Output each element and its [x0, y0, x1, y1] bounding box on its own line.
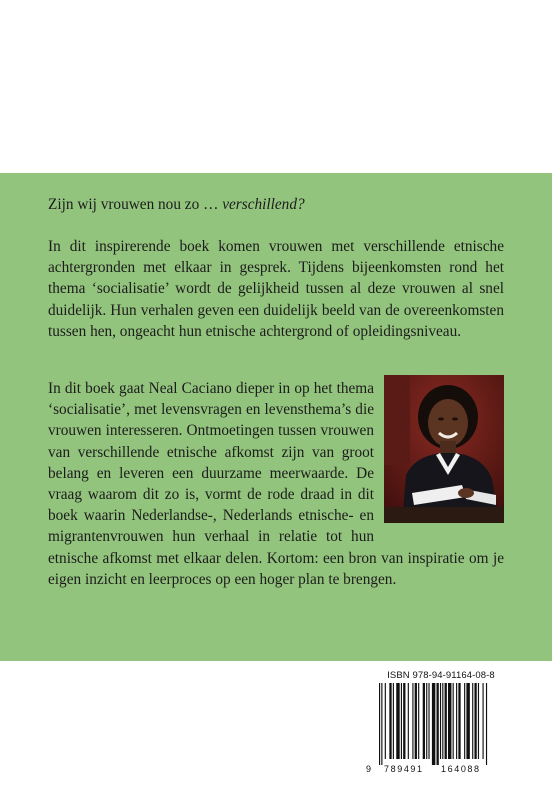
- isbn-barcode: [373, 683, 501, 765]
- blurb-paragraph-1: In dit inspirerende boek komen vrouwen met verschillende etnische achtergronden met elkaar in gesprek. Tijdens bijeenkomsten rond het thema ‘socialisatie’ wordt de gelijkheid tussen al deze vrouwen al snel duidelijk. Hun verhalen geven een duidelijk beeld van de overeenkomsten tussen hen, ongeacht hun etnische achtergrond of opleidingsniveau.: [48, 238, 504, 340]
- author-photo-illustration: [384, 375, 504, 523]
- barcode-digit-first: 9: [366, 764, 372, 774]
- intro-prefix: Zijn wij vrouwen nou zo …: [48, 196, 223, 213]
- blurb-paragraph-2: In dit boek gaat Neal Caciano dieper in op het thema ‘socialisatie’, met levensvragen en levensthema’s die vrouwen interesseren. Ontmoetingen tussen vrouwen van verschillende etnische afkomst zijn van groot belang en leveren een duurzame meerwaarde. De vraag waarom dit zo is, vormt de rode draad in dit boek waarin Nederlandse-, Nederlands etnische- en migrantenvrouwen hun verhaal in relatie tot hun etnische afkomst met elkaar delen. Kortom: een bron van inspiratie om je eigen inzicht en leerproces op een hoger plan te brengen.: [48, 380, 504, 588]
- barcode-digits-right: 164088: [441, 764, 481, 774]
- intro-question: [48, 194, 504, 215]
- blurb-paragraph-2-container: [48, 378, 504, 590]
- barcode-digits-left: 789491: [384, 764, 424, 774]
- author-photo: [384, 375, 504, 523]
- isbn-label: ISBN 978-94-91164-08-8: [387, 670, 495, 681]
- intro-emphasis: verschillend?: [222, 196, 305, 213]
